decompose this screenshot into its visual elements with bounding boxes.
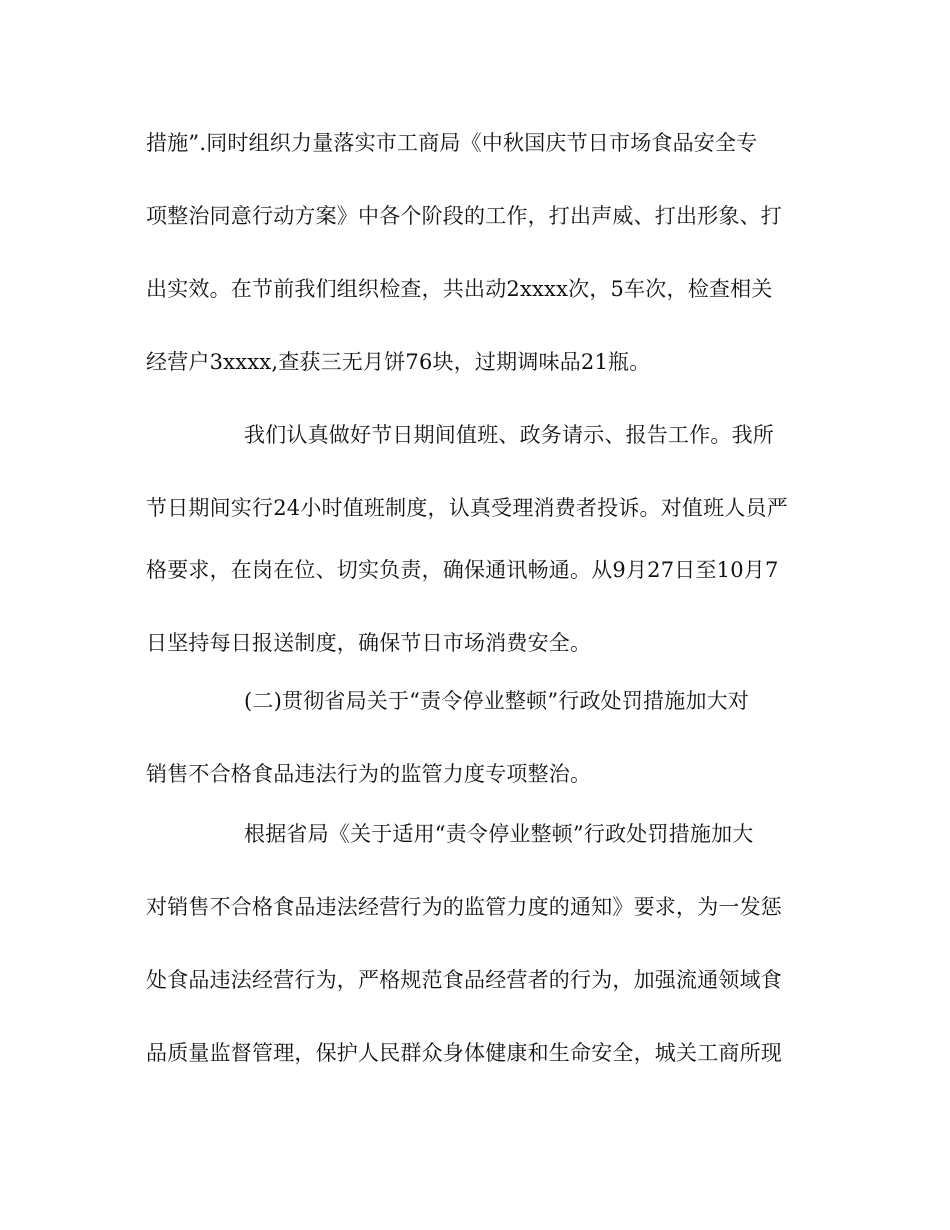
paragraph-2-line-2: 节日期间实行24小时值班制度，认真受理消费者投诉。对值班人员严	[146, 496, 788, 520]
paragraph-1-line-3: 出实效。在节前我们组织检查，共出动2xxxx次，5车次，检查相关	[146, 277, 773, 301]
paragraph-2-line-1: 我们认真做好节日期间值班、政务请示、报告工作。我所	[244, 423, 774, 447]
paragraph-4-line-1: 根据省局《关于适用“责令停业整顿”行政处罚措施加大	[244, 822, 754, 846]
paragraph-1-line-2: 项整治同意行动方案》中各个阶段的工作，打出声威、打出形象、打	[146, 204, 782, 228]
paragraph-2-line-3: 格要求，在岗在位、切实负责，确保通讯畅通。从9月27日至10月7	[146, 558, 779, 582]
paragraph-4-line-4: 品质量监督管理，保护人民群众身体健康和生命安全，城关工商所现	[146, 1041, 782, 1065]
paragraph-3-line-2: 销售不合格食品违法行为的监管力度专项整治。	[146, 762, 592, 786]
paragraph-1-line-1: 措施”.同时组织力量落实市工商局《中秋国庆节日市场食品安全专	[146, 131, 758, 155]
paragraph-2-line-4: 日坚持每日报送制度，确保节日市场消费安全。	[146, 631, 592, 655]
paragraph-4-line-2: 对销售不合格食品违法经营行为的监管力度的通知》要求，为一发惩	[146, 895, 782, 919]
paragraph-4-line-3: 处食品违法经营行为，严格规范食品经营者的行为，加强流通领域食	[146, 968, 782, 992]
paragraph-1-line-4: 经营户3xxxx,查获三无月饼76块，过期调味品21瓶。	[146, 350, 651, 374]
paragraph-3-line-1: (二)贯彻省局关于“责令停业整顿”行政处罚措施加大对	[244, 689, 750, 713]
